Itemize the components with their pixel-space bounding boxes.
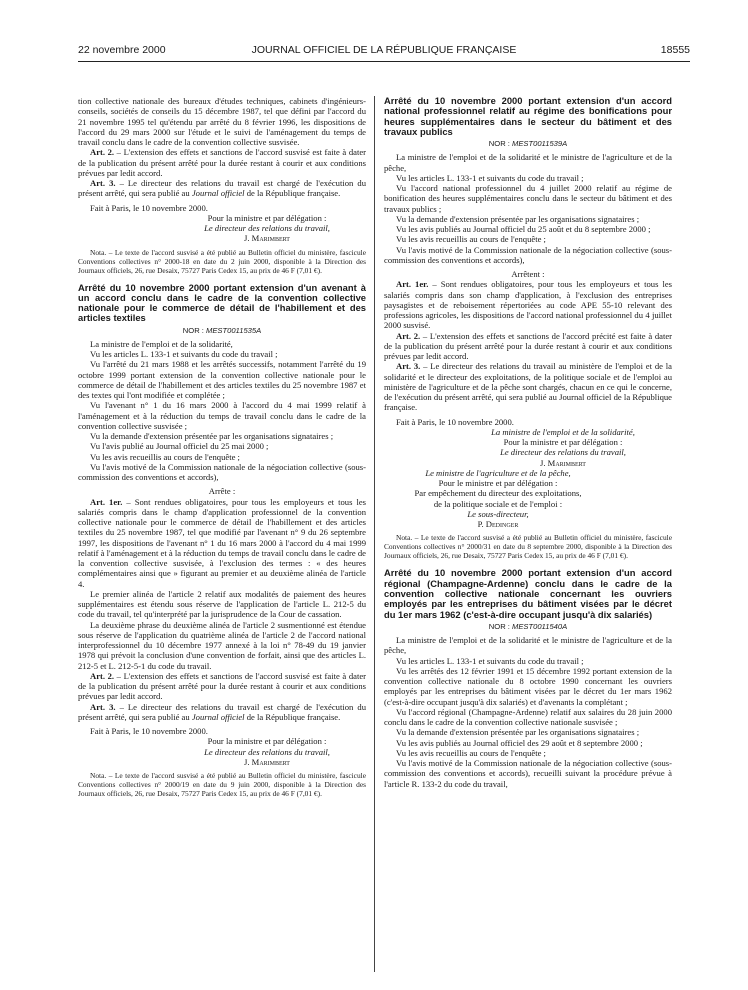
arrete-heading: Arrête : [208,486,236,497]
article-text: – L'extension des effets et sanctions de l'accord précité est faite à dater de la publication du présent arrêté pour la durée restant à courir et aux conditions prévues par ledit accord. [384,330,672,362]
article-1-paragraph: Le premier alinéa de l'article 2 relatif aux modalités de paiement des heures supplémentaires est étendu sous réserve de l'application de l'article L. 212-5 du code du travail, tel qu'interprété par la jurisprudence de la Cour de cassation. [78,588,366,620]
signature-name: J. Marimbert [244,233,290,244]
preamble: Vu la demande d'extension présentée par les organisations signataires ; [396,213,640,224]
article-label: Art. 1er. [90,496,123,507]
article-text: de la République française. [244,188,341,199]
done-line: Fait à Paris, le 10 novembre 2000. [90,726,208,737]
journal-name: Journal officiel [191,188,245,199]
signature-title-text: Le directeur des relations du travail, [204,223,330,233]
signature-title-text: Le ministre de l'agriculture et de la pêche, [425,467,571,478]
page-header [78,44,690,58]
nor-label: NOR : [488,621,513,631]
preamble: Vu l'avis motivé de la Commission nationale de la négociation collective (sous-commission des conventions et accords), [384,244,672,265]
preamble: Vu l'accord national professionnel du 4 juillet 2000 relatif au régime de bonification des heures supplémentaires conclu dans le secteur du bâtiment et des travaux publics ; [384,183,672,214]
nota: Nota. – Le texte de l'accord susvisé a été publié au Bulletin officiel du ministère, fascicule Conventions collectives n° 2000/19 en date du 9 juin 2000, disponible à la Direction des Journaux officiels, 26, rue Desaix, 75727 Paris Cedex 15, au prix de 46 F (7,01 €). [78,771,366,799]
header-date: 22 novembre 2000 [78,44,166,56]
signature-line: de la politique sociale et de l'emploi : [433,498,563,509]
article-text: – Sont rendues obligatoires, pour tous les employeurs et tous les salariés compris dans le champ d'application professionnel de la convention collective nationale pour le commerce de détail de l'habillement et des articles textiles du 25 novembre 1987, tel que modifié par l'avenant n° 9 du 26 septembre 1997, les dispositions de l'avenant n° 1 du 16 mars 2000 à l'accord du 4 mai 1999 relatif à l'aménagement et à la réduction du temps de travail conclu dans le cadre de la convention collective susvisée, à l'exclusion des termes : « des heures complémentaires ainsi que » figurant au premier et au deuxième alinéa de l'article 4. [78,496,366,589]
article-text: – Le directeur des relations du travail est chargé de l'exécution du présent arrêté, qui sera publié au [78,701,366,722]
header-page-number: 18555 [660,44,690,56]
signature-title [384,509,672,519]
article-text: – L'extension des effets et sanctions de l'accord susvisé est faite à dater de la publication du présent arrêté pour la durée restant à courir et aux conditions prévues par ledit accord. [78,670,366,702]
header-journal-title: JOURNAL OFFICIEL DE LA RÉPUBLIQUE FRANÇAISE [251,44,517,56]
nor-label: NOR : [182,325,207,335]
preamble: Vu les avis publiés au Journal officiel du 25 août et du 8 septembre 2000 ; [396,224,651,235]
signature-name: J. Marimbert [244,756,290,767]
preamble: Vu les avis publiés au Journal officiel des 29 août et 8 septembre 2000 ; [396,737,643,748]
column-divider [374,96,375,972]
arretent-heading: Arrêtent : [511,269,545,280]
preamble: Vu l'accord régional (Champagne-Ardenne) relatif aux salaires du 28 juin 2000 conclu dans le cadre de la convention collective nationale susvisée ; [384,706,672,728]
preamble: Vu l'avis publié au Journal officiel du 25 mai 2000 ; [90,441,269,452]
preamble: Vu les avis recueillis au cours de l'enquête ; [396,234,546,245]
preamble: Vu les arrêtés des 12 février 1991 et 15 décembre 1992 portant extension de la convention collective nationale du 8 octobre 1990 concernant les ouvriers employés par les entreprises du bâtiment visées par le décret du 1er mars 1962 (c'est-à-dire occupant jusqu'à dix salariés) et d'avenants la complétant ; [384,665,672,707]
signature-title-text: Le directeur des relations du travail, [500,447,626,458]
signature-title [78,747,366,757]
preamble: La ministre de l'emploi et de la solidarité, [90,338,233,349]
left-column [78,96,366,976]
article-text: – Le directeur des relations du travail au ministère de l'emploi et de la solidarité et le directeur des exploitations, de la politique sociale et de l'emploi au ministère de l'agriculture et de la pêche sont chargés, chacun en ce qui le concerne, de l'exécution du présent arrêté, qui sera publié au Journal officiel de la République française. [384,361,672,413]
signature-name: J. Marimbert [540,457,586,468]
signature-line: Par empêchement du directeur des exploitations, [414,488,582,499]
signature-name: P. Dedinger [477,519,519,530]
article-2 [78,147,366,178]
signature-line: Pour la ministre et par délégation : [207,736,327,747]
header-rule [78,61,690,62]
nor-code: MEST0011535A [206,325,262,335]
preamble: Vu l'avis motivé de la Commission nationale de la négociation collective (sous-commission des conventions et accords), recueilli suivant la procédure prévue à l'article R. 133-2 du code du travail, [384,758,672,789]
preamble: Vu l'arrêté du 21 mars 1988 et les arrêtés successifs, notamment l'arrêté du 19 octobre 1999 portant extension de la convention collective nationale pour le commerce de détail de l'habillement et des articles textiles du 25 novembre 1987 et des textes qui l'ont modifiée et complétée ; [78,359,366,401]
nor-code: MEST0011540A [512,621,568,631]
decree-title: Arrêté du 10 novembre 2000 portant extension d'un accord régional (Champagne-Ardenne) conclu dans le cadre de la convention collective nationale concernant les ouvriers employés par les entreprises du bâtiment visées par le décret du 1er mars 1962 (c'est-à-dire occupant jusqu'à dix salariés) [384,567,672,620]
done-line: Fait à Paris, le 10 novembre 2000. [396,416,514,427]
article-label: Art. 1er. [396,279,429,290]
preamble: Vu l'avenant n° 1 du 16 mars 2000 à l'accord du 4 mai 1999 relatif à l'aménagement et à la réduction du temps de travail conclu dans le cadre de la convention collective susvisée ; [78,400,366,431]
article-1 [384,279,672,330]
article-label: Art. 2. [90,670,115,681]
preamble: Vu l'avis motivé de la Commission nationale de la négociation collective (sous-commission des conventions et accords), [78,461,366,483]
preamble: Vu les avis recueillis au cours de l'enquête ; [396,747,546,758]
done-line: Fait à Paris, le 10 novembre 2000. [90,202,208,213]
nota: Nota. – Le texte de l'accord susvisé a été publié au Bulletin officiel du ministère, fascicule Conventions collectives n° 2000-18 en date du 2 juin 2000, disponible à la Direction des Journaux officiels, 26, rue Desaix, 75727 Paris Cedex 15, au prix de 46 F (7,01 €). [78,247,366,275]
preamble: Vu les articles L. 133-1 et suivants du code du travail ; [396,655,584,666]
right-column [384,96,672,976]
article-1 [78,497,366,589]
article-text: – Le directeur des relations du travail est chargé de l'exécution du présent arrêté, qui sera publié au [78,178,366,199]
article-label: Art. 2. [90,147,115,158]
preamble: Vu les articles L. 133-1 et suivants du code du travail ; [90,349,278,360]
preamble: La ministre de l'emploi et de la solidarité et le ministre de l'agriculture et de la pêche, [384,635,672,656]
article-1-paragraph: La deuxième phrase du deuxième alinéa de l'article 2 susmentionné est étendue sous réserve de l'application du quatrième alinéa de l'article 2 de l'accord national interprofessionnel du 10 décembre 1977 annexé à la loi n° 78-49 du 19 janvier 1978 qui prévoit la conclusion d'une convention de forfait, ainsi que des articles L. 212-5 et L. 212-5-1 du code du travail. [78,619,366,671]
article-2 [78,671,366,702]
nota: Nota. – Le texte de l'accord susvisé a été publié au Bulletin officiel du ministère, fascicule Conventions collectives n° 2000/31 en date du 8 septembre 2000, disponible à la Direction des Journaux officiels, 26, rue Desaix, 75727 Paris Cedex 15, au prix de 46 F (7,01 €). [384,533,672,561]
signature-title-text: Le sous-directeur, [467,508,529,519]
signature-line: Pour la ministre et par délégation : [207,212,327,223]
signature-title [384,468,672,478]
signature-line: Pour le ministre et par délégation : [438,478,558,489]
signature-title [384,427,672,437]
article-3 [78,702,366,723]
article-3 [384,361,672,412]
signature-title-text: Le directeur des relations du travail, [204,746,330,757]
signature-title [384,447,672,457]
nor-reference [384,139,672,149]
article-text: – Sont rendues obligatoires, pour tous les employeurs et tous les salariés compris dans son champ d'application, à l'exclusion des entreprises paysagistes et de reboisement répertoriées au code APE 55-10 relevant des professions agricoles, les dispositions de l'accord national professionnel du 4 juillet 2000 susvisé. [384,279,672,331]
preamble: La ministre de l'emploi et de la solidarité et le ministre de l'agriculture et de la pêche, [384,152,672,173]
decree-title: Arrêté du 10 novembre 2000 portant extension d'un accord national professionnel relatif au régime des bonifications pour heures supplémentaires dans le secteur du bâtiment et des travaux publics [384,96,672,137]
preamble: Vu la demande d'extension présentée par les organisations signataires ; [396,727,640,738]
article-2 [384,331,672,362]
signature-title-text: La ministre de l'emploi et de la solidarité, [491,426,635,437]
article-label: Art. 3. [90,178,116,188]
nor-label: NOR : [488,139,513,149]
preamble: Vu la demande d'extension présentée par les organisations signataires ; [90,431,334,442]
nor-reference [78,326,366,336]
article-label: Art. 3. [396,361,421,372]
signature-title [78,223,366,233]
preamble: Vu les avis recueillis au cours de l'enquête ; [90,451,240,462]
continuation-text: tion collective nationale des bureaux d'études techniques, cabinets d'ingénieurs-conseils, sociétés de conseils du 15 décembre 1987, tel que défini par l'accord du 21 novembre 1995 tel qu'étendu par arrêté du 8 février 1996, les dispositions de l'accord du 29 mars 2000 sur l'étude et le suivi de l'aménagement du temps de travail conclu dans le cadre de la convention collective susvisée. [78,96,366,147]
signature-line: Pour la ministre et par délégation : [503,437,623,448]
journal-name: Journal officiel [191,711,245,722]
article-label: Art. 3. [90,701,116,712]
article-label: Art. 2. [396,330,421,341]
article-3 [78,178,366,199]
preamble: Vu les articles L. 133-1 et suivants du code du travail ; [396,172,584,183]
article-text: – L'extension des effets et sanctions de l'accord susvisé est faite à dater de la publication du présent arrêté pour la durée restant à courir et aux conditions prévues par ledit accord. [78,147,366,178]
article-text: de la République française. [244,711,341,722]
nor-reference [384,622,672,632]
nor-code: MEST0011539A [512,139,568,149]
decree-title: Arrêté du 10 novembre 2000 portant extension d'un avenant à un accord conclu dans le cadre de la convention collective nationale pour le commerce de détail de l'habillement et des articles textiles [78,281,366,324]
